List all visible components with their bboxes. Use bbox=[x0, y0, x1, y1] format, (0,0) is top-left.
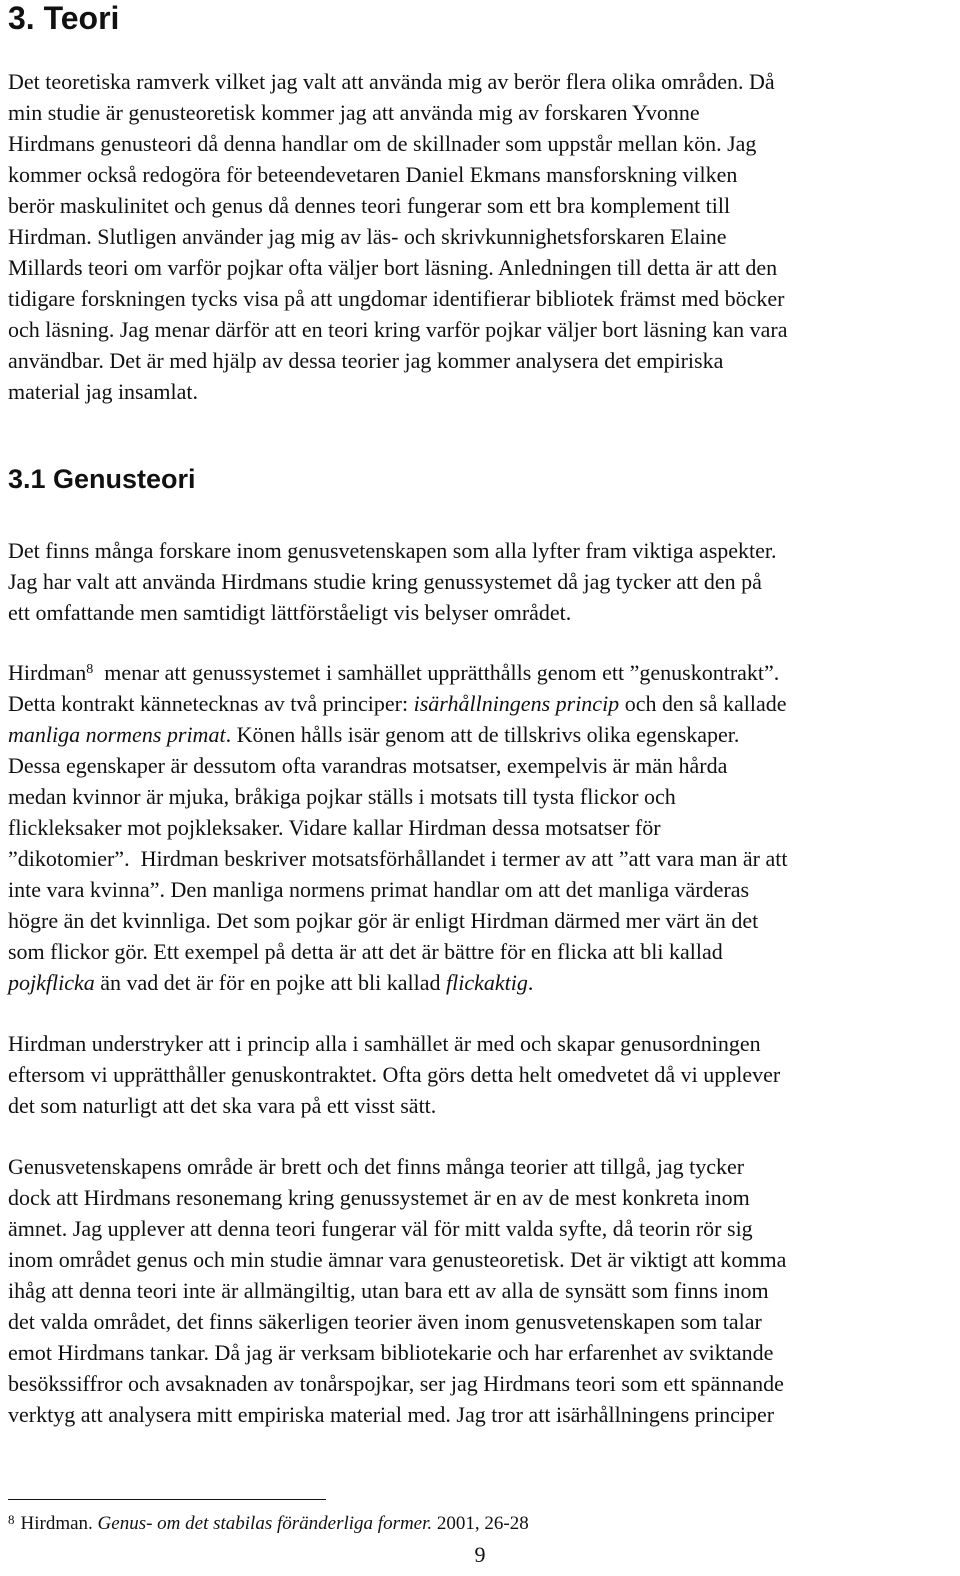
text-line: ett omfattande men samtidigt lättförståeligt vis belyser området. bbox=[8, 600, 572, 625]
text-line: Millards teori om varför pojkar ofta väljer bort läsning. Anledningen till detta är att den bbox=[8, 255, 778, 280]
text-line: ”dikotomier”. Hirdman beskriver motsatsförhållandet i termer av att ”att vara man är att bbox=[8, 846, 788, 871]
text-line: medan kvinnor är mjuka, bråkiga pojkar ställs i motsats till tysta flickor och bbox=[8, 784, 676, 809]
paragraph-genusordning bbox=[8, 1028, 780, 1121]
footnote-details: 2001, 26-28 bbox=[432, 1513, 529, 1534]
text-line: inte vara kvinna”. Den manliga normens primat handlar om att det manliga värderas bbox=[8, 877, 750, 902]
text-run: menar att genussystemet i samhället upprätthålls genom ett ”genuskontrakt”. bbox=[93, 660, 780, 685]
text-line: som flickor gör. Ett exempel på detta är att det är bättre för en flicka att bli kallad bbox=[8, 939, 723, 964]
emphasis-term: manliga normens primat bbox=[8, 722, 226, 747]
section-heading: 3. Teori bbox=[8, 0, 120, 36]
text-line bbox=[8, 967, 787, 998]
emphasis-term: flickaktig bbox=[446, 970, 528, 995]
paragraph-genuskontrakt bbox=[8, 657, 787, 998]
text-run: . bbox=[527, 970, 534, 995]
text-line: Hirdman. Slutligen använder jag mig av läs- och skrivkunnighetsforskaren Elaine bbox=[8, 224, 727, 249]
text-line: ihåg att denna teori inte är allmängiltig, utan bara ett av alla de synsätt som finns inom bbox=[8, 1278, 769, 1303]
emphasis-term: isärhållningens princip bbox=[413, 691, 620, 716]
text-line: Det teoretiska ramverk vilket jag valt att använda mig av berör flera olika områden. Då bbox=[8, 69, 775, 94]
text-line: Det finns många forskare inom genusvetenskapen som alla lyfter fram viktiga aspekter. bbox=[8, 538, 777, 563]
text-line: och läsning. Jag menar därför att en teori kring varför pojkar väljer bort läsning kan vara bbox=[8, 317, 788, 342]
footnote-number: 8 bbox=[8, 1512, 15, 1527]
text-line: besökssiffror och avsaknaden av tonårspojkar, ser jag Hirdmans teori som ett spännande bbox=[8, 1371, 784, 1396]
text-line: berör maskulinitet och genus då dennes teori fungerar som ett bra komplement till bbox=[8, 193, 731, 218]
text-line: ämnet. Jag upplever att denna teori fungerar väl för mitt valda syfte, då teorin rör sig bbox=[8, 1216, 753, 1241]
text-line: Genusvetenskapens område är brett och det finns många teorier att tillgå, jag tycker bbox=[8, 1154, 745, 1179]
text-line: Hirdmans genusteori då denna handlar om de skillnader som uppstår mellan kön. Jag bbox=[8, 131, 757, 156]
footnote-reference: 8 bbox=[86, 662, 94, 677]
text-line: emot Hirdmans tankar. Då jag är verksam bibliotekarie och har erfarenhet av sviktande bbox=[8, 1340, 774, 1365]
paragraph-genusvetenskap bbox=[8, 1151, 786, 1430]
footnote-title: Genus- om det stabilas föränderliga former. bbox=[97, 1513, 433, 1534]
text-line: verktyg att analysera mitt empiriska material med. Jag tror att isärhållningens principer bbox=[8, 1402, 775, 1427]
text-line bbox=[8, 657, 787, 688]
text-run: Detta kontrakt kännetecknas av två principer: bbox=[8, 691, 414, 716]
text-line: material jag insamlat. bbox=[8, 379, 198, 404]
emphasis-term: pojkflicka bbox=[8, 970, 95, 995]
text-line: Hirdman understryker att i princip alla i samhället är med och skapar genusordningen bbox=[8, 1031, 761, 1056]
footnote-separator bbox=[8, 1499, 326, 1500]
text-line: inom området genus och min studie ämnar vara genusteoretisk. Det är viktigt att komma bbox=[8, 1247, 787, 1272]
footnote-author: Hirdman. bbox=[20, 1513, 98, 1534]
text-run: Hirdman bbox=[8, 660, 87, 685]
text-line: flickleksaker mot pojkleksaker. Vidare kallar Hirdman dessa motsatser för bbox=[8, 815, 661, 840]
text-line: Dessa egenskaper är dessutom ofta varandras motsatser, exempelvis är män hårda bbox=[8, 753, 728, 778]
footnote bbox=[8, 1512, 529, 1536]
subsection-heading: 3.1 Genusteori bbox=[8, 464, 196, 494]
text-line: eftersom vi upprätthåller genuskontraktet. Ofta görs detta helt omedvetet då vi upplever bbox=[8, 1062, 781, 1087]
text-line: användbar. Det är med hjälp av dessa teorier jag kommer analysera det empiriska bbox=[8, 348, 724, 373]
text-line: det valda området, det finns säkerligen teorier även inom genusvetenskapen som talar bbox=[8, 1309, 762, 1334]
text-line: min studie är genusteoretisk kommer jag att använda mig av forskaren Yvonne bbox=[8, 100, 700, 125]
text-run: och den så kallade bbox=[619, 691, 787, 716]
text-run: än vad det är för en pojke att bli kallad bbox=[94, 970, 447, 995]
paragraph-intro bbox=[8, 66, 788, 407]
text-line bbox=[8, 719, 787, 750]
text-line: kommer också redogöra för beteendevetaren Daniel Ekmans mansforskning vilken bbox=[8, 162, 738, 187]
paragraph-genus-intro bbox=[8, 535, 777, 628]
text-run: . Könen hålls isär genom att de tillskrivs olika egenskaper. bbox=[225, 722, 740, 747]
text-line: dock att Hirdmans resonemang kring genussystemet är en av de mest konkreta inom bbox=[8, 1185, 750, 1210]
text-line: tidigare forskningen tycks visa på att ungdomar identifierar bibliotek främst med böcker bbox=[8, 286, 785, 311]
text-line: högre än det kvinnliga. Det som pojkar gör är enligt Hirdman därmed mer värt än det bbox=[8, 908, 759, 933]
text-line bbox=[8, 688, 787, 719]
text-line: det som naturligt att det ska vara på ett visst sätt. bbox=[8, 1093, 437, 1118]
page-number: 9 bbox=[474, 1542, 486, 1567]
text-line: Jag har valt att använda Hirdmans studie kring genussystemet då jag tycker att den på bbox=[8, 569, 762, 594]
